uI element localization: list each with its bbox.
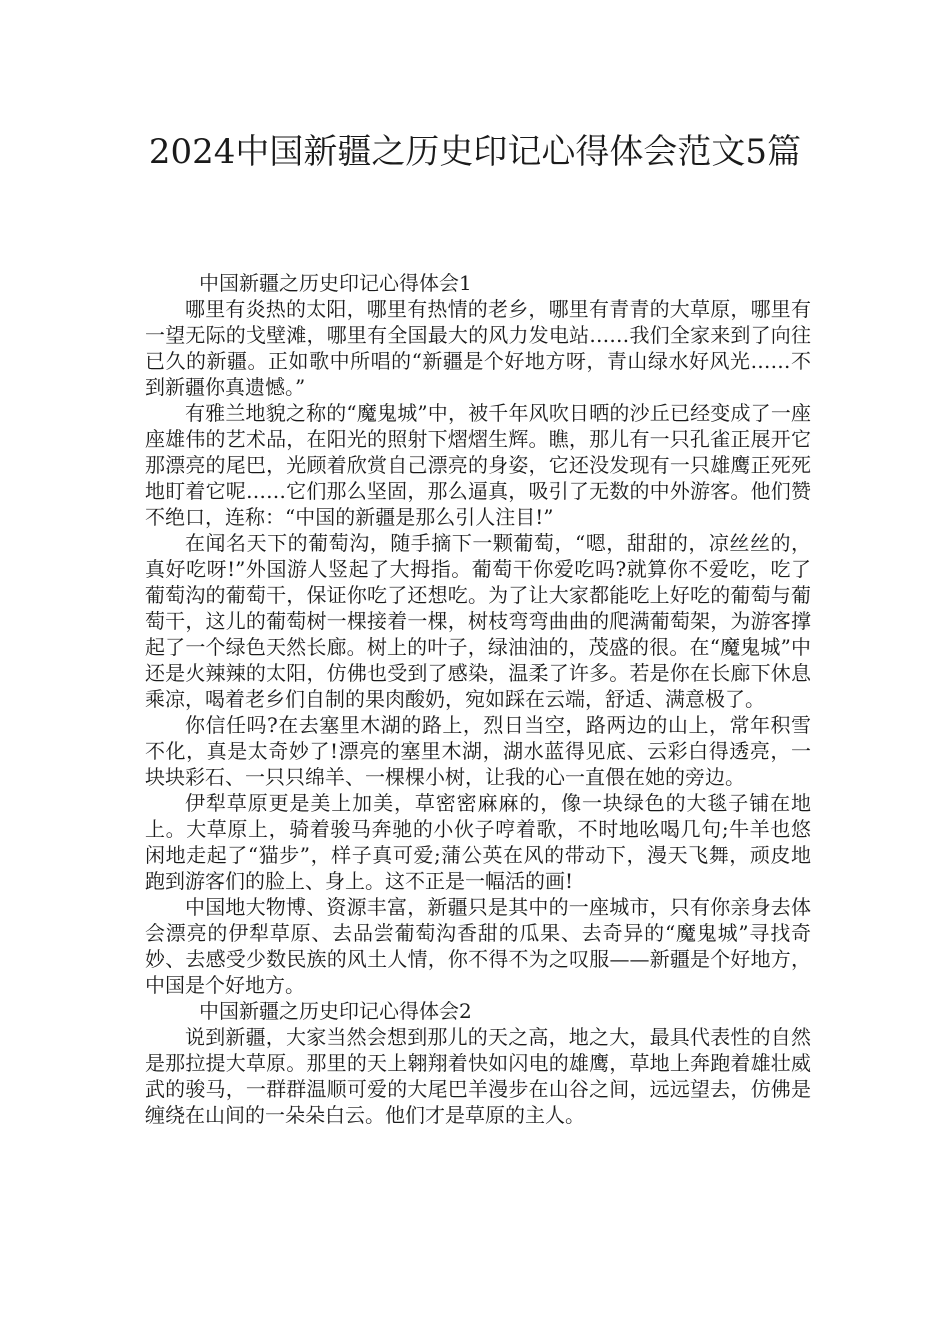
paragraph: 哪里有炎热的太阳，哪里有热情的老乡，哪里有青青的大草原，哪里有一望无际的戈壁滩，哪里有全国最大的风力发电站……我们全家来到了向往已久的新疆。正如歌中所唱的“新疆是个好地方呀，青山绿水好风光……不到新疆你真遗憾。” [145, 297, 811, 399]
paragraph: 有雅兰地貌之称的“魔鬼城”中，被千年风吹日晒的沙丘已经变成了一座座雄伟的艺术品，在阳光的照射下熠熠生辉。瞧，那儿有一只孔雀正展开它那漂亮的尾巴，光顾着欣赏自己漂亮的身姿，它还没发现有一只雄鹰正死死地盯着它呢……它们那么坚固，那么逼真，吸引了无数的中外游客。他们赞不绝口，连称：“中国的新疆是那么引人注目!” [145, 401, 811, 529]
paragraph: 你信任吗?在去塞里木湖的路上，烈日当空，路两边的山上，常年积雪不化，真是太奇妙了!漂亮的塞里木湖，湖水蓝得见底、云彩白得透亮，一块块彩石、一只只绵羊、一棵棵小树，让我的心一直偎在她的旁边。 [145, 713, 811, 789]
document-body [145, 270, 811, 1128]
paragraph: 伊犁草原更是美上加美，草密密麻麻的，像一块绿色的大毯子铺在地上。大草原上，骑着骏马奔驰的小伙子哼着歌，不时地吆喝几句;牛羊也悠闲地走起了“猫步”，样子真可爱;蒲公英在风的带动下，漫天飞舞，顽皮地跑到游客们的脸上、身上。这不正是一幅活的画! [145, 791, 811, 893]
section-heading: 中国新疆之历史印记心得体会2 [199, 999, 472, 1023]
document-title: 2024中国新疆之历史印记心得体会范文5篇 [148, 132, 802, 172]
paragraph: 说到新疆，大家当然会想到那儿的天之高，地之大，最具代表性的自然是那拉提大草原。那里的天上翱翔着快如闪电的雄鹰，草地上奔跑着雄壮威武的骏马，一群群温顺可爱的大尾巴羊漫步在山谷之间，远远望去，仿佛是缠绕在山间的一朵朵白云。他们才是草原的主人。 [145, 1025, 811, 1127]
section-2 [145, 998, 811, 1128]
section-1 [145, 270, 811, 998]
section-heading: 中国新疆之历史印记心得体会1 [199, 271, 472, 295]
paragraph: 中国地大物博、资源丰富，新疆只是其中的一座城市，只有你亲身去体会漂亮的伊犁草原、去品尝葡萄沟香甜的瓜果、去奇异的“魔鬼城”寻找奇妙、去感受少数民族的风土人情，你不得不为之叹服——新疆是个好地方，中国是个好地方。 [145, 895, 811, 997]
paragraph: 在闻名天下的葡萄沟，随手摘下一颗葡萄，“嗯，甜甜的，凉丝丝的，真好吃呀!”外国游人竖起了大拇指。葡萄干你爱吃吗?就算你不爱吃，吃了葡萄沟的葡萄干，保证你吃了还想吃。为了让大家都能吃上好吃的葡萄与葡萄干，这儿的葡萄树一棵接着一棵，树枝弯弯曲曲的爬满葡萄架，为游客撑起了一个绿色天然长廊。树上的叶子，绿油油的，茂盛的很。在“魔鬼城”中还是火辣辣的太阳，仿佛也受到了感染，温柔了许多。若是你在长廊下休息乘凉，喝着老乡们自制的果肉酸奶，宛如踩在云端，舒适、满意极了。 [145, 531, 811, 711]
